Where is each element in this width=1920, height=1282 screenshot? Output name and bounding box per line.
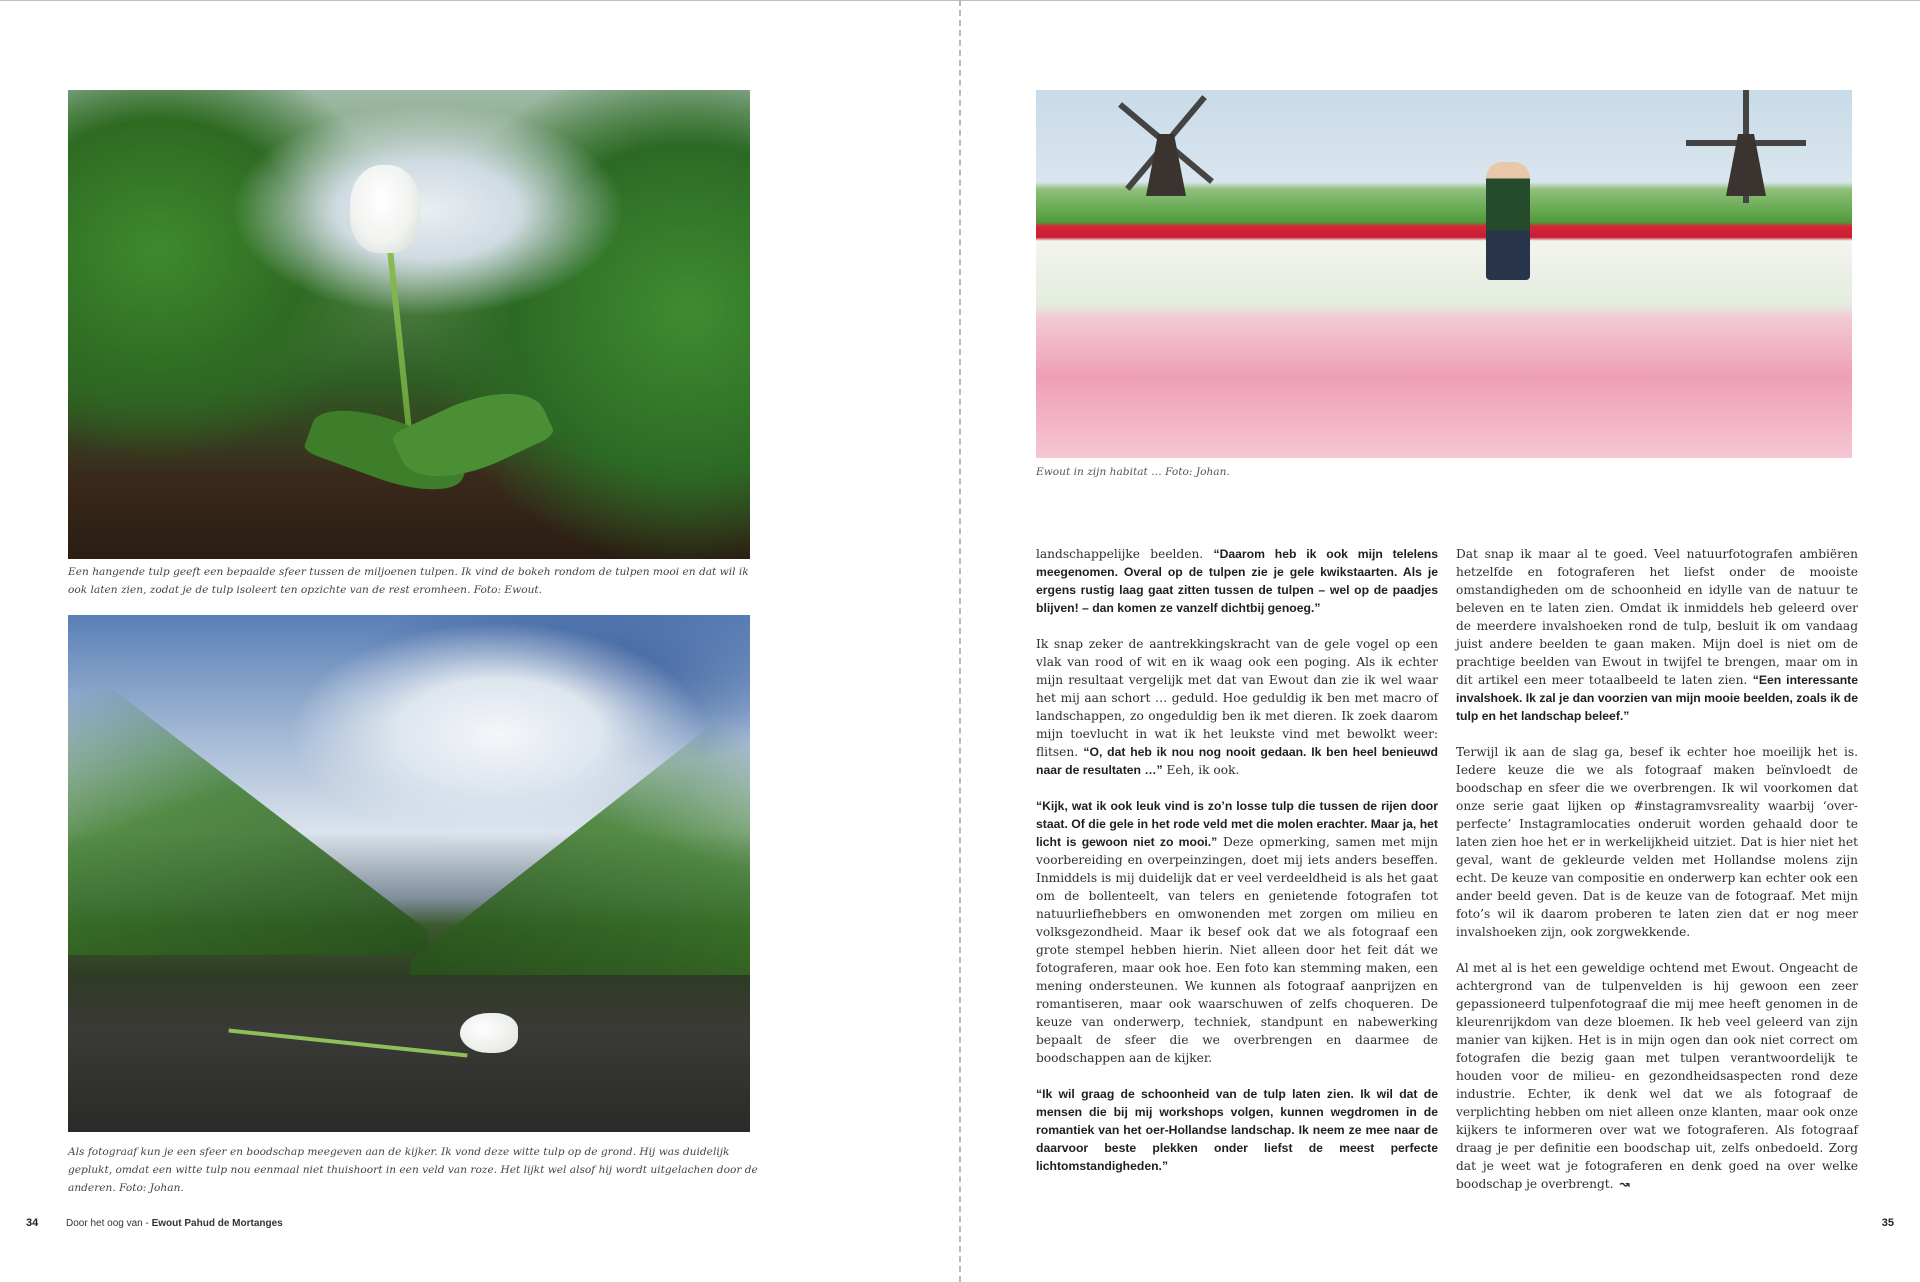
white-tulip-bloom [350, 165, 420, 253]
paragraph [1036, 1085, 1438, 1175]
article-column-2 [1456, 545, 1858, 1211]
paragraph [1036, 797, 1438, 1067]
running-footer [66, 1218, 283, 1229]
pull-quote: “Kijk, wat ik ook leuk vind is zo’n losse tulp die tussen de rijen door staat. Of die gele in het rode veld met die molen erachter. Maar ja, het licht is gewoon niet zo mooi.” [1036, 799, 1438, 849]
page-gutter [959, 0, 961, 1282]
body-text: Dat snap ik maar al te goed. Veel natuurfotografen ambiëren hetzelfde en fotograferen het liefst onder de mooiste omstandigheden om de schoonheid en idylle van de natuur te beleven en te laten zien. Omdat ik inmiddels heb geleerd over de meerdere invalshoeken rond de tulp, besluit ik om vandaag juist andere beelden te gaan maken. Mijn doel is niet om de prachtige beelden van Ewout in twijfel te brengen, maar om in dit artikel een meer totaalbeeld te laten zien. [1456, 547, 1858, 687]
fallen-white-tulip [460, 1013, 518, 1053]
body-text: Eeh, ik ook. [1162, 763, 1240, 777]
fallen-tulip-stem [228, 1028, 467, 1057]
tulip-row-right [410, 695, 750, 975]
article-column-1 [1036, 545, 1438, 1193]
footer-prefix: Door het oog van - [66, 1218, 152, 1229]
end-mark-icon: ↝ [1619, 1177, 1630, 1191]
photo1-caption: Een hangende tulp geeft een bepaalde sfeer tussen de miljoenen tulpen. Ik vind de bokeh rondom de tulpen mooi en dat wil ik ook laten zien, zodat je de tulp isoleert ten opzichte van de rest eromheen. Foto: Ewout. [68, 566, 749, 596]
photographer-figure [1486, 162, 1530, 280]
windmill-left [1146, 134, 1186, 196]
pull-quote: “Ik wil graag de schoonheid van de tulp laten zien. Ik wil dat de mensen die bij mij workshops volgen, kunnen wegdromen in de romantiek van het oer-Hollandse landschap. Ik neem ze mee naar de daarvoor beste plekken onder liefst de meest perfecte lichtomstandigheden.” [1036, 1087, 1438, 1173]
paragraph [1036, 635, 1438, 779]
body-text: Ik snap zeker de aantrekkingskracht van de gele vogel op een vlak van rood of wit en ik waag ook een poging. Als ik echter mijn resultaat vergelijk met dat van Ewout dan zie ik wel waar het mij aan schort … geduld. Hoe geduldig ik ben met macro of landschappen, zo ongeduldig ben ik met dieren. Ik zoek daarom mijn toevlucht in wat ik het leukste vind met bewolkt weer: flitsen. [1036, 637, 1438, 759]
paragraph [1456, 959, 1858, 1193]
photo2-caption: Ewout in zijn habitat … Foto: Johan. [1036, 466, 1230, 478]
tulip-row-left [68, 655, 428, 955]
page-number-right: 35 [1881, 1217, 1894, 1229]
body-text: Deze opmerking, samen met mijn voorbereiding en overpeinzingen, doet mij iets anders beseffen. Inmiddels is mij duidelijk dat er veel verdeeldheid is als het gaat om de bollenteelt, van telers en genietende fotografen tot natuurliefhebbers en omwonenden met zorgen om milieu en volksgezondheid. Maar ik besef ook dat we als fotograaf een grote stempel hebben hierin. Niet alleen door het feit dát we fotograferen, maar ook hoe. Een foto kan stemming maken, een mening ondersteunen. We kunnen als fotograaf aanprijzen en romantiseren, maar ook waarschuwen of zelfs choqueren. De keuze van onderwerp, techniek, standpunt en nabewerking bepaalt de sfeer die we overbrengen en daarmee de boodschappen aan de kijker. [1036, 835, 1438, 1065]
hanging-white-tulip-photo [68, 90, 750, 559]
footer-author: Ewout Pahud de Mortanges [151, 1218, 283, 1229]
photo3-caption: Als fotograaf kun je een sfeer en boodschap meegeven aan de kijker. Ik vond deze witte tulp op de grond. Hij was duidelijk geplukt, omdat een witte tulp nou eenmaal niet thuishoort in een veld van roze. Het lijkt wel alsof hij wordt uitgelachen door de anderen. Foto: Johan. [68, 1146, 758, 1194]
paragraph [1456, 545, 1858, 725]
pull-quote: “O, dat heb ik nou nog nooit gedaan. Ik ben heel benieuwd naar de resultaten …” [1036, 745, 1438, 777]
body-text: landschappelijke beelden. [1036, 547, 1214, 561]
paragraph: Terwijl ik aan de slag ga, besef ik echter hoe moeilijk het is. Iedere keuze die we als fotograaf maken beïnvloedt de boodschap en sfeer die we overbrengen. Ik wil voorkomen dat onze serie gaat lijken op #instagramvsreality waarbij ‘over-perfecte’ Instagramlocaties onderuit worden gehaald door te laten zien hoe het er in werkelijkheid uitziet. Dat is hier niet het geval, want de gekleurde velden met Hollandse molens zijn echt. De keuze van compositie en onderwerp kan echter ook een ander beeld geven. Dat is de keuze van de fotograaf. Met mijn foto’s wil ik daarom proberen te laten zien dat er nog meer invalshoeken zijn, ook zorgwekkende. [1456, 745, 1858, 939]
page-number-left: 34 [26, 1217, 39, 1229]
pull-quote: “Daarom heb ik ook mijn telelens meegenomen. Overal op de tulpen zie je gele kwikstaarten. Als je ergens rustig laag gaat zitten tussen de tulpen – wel op de paadjes blijven! – dan komen ze vanzelf dichtbij genoeg.” [1036, 547, 1438, 615]
pull-quote: “Een interessante invalshoek. Ik zal je dan voorzien van mijn mooie beelden, zoals ik de tulp en het landschap beleef.” [1456, 673, 1858, 723]
paragraph [1036, 545, 1438, 617]
body-text: Al met al is het een geweldige ochtend met Ewout. Ongeacht de achtergrond van de tulpenvelden is hij gewoon een zeer gepassioneerd tulpenfotograaf die mij mee heeft genomen in de kleurenrijkdom van deze bloemen. Ik heb veel geleerd van zijn manier van kijken. Het is in mijn ogen dan ook niet correct om fotografen die bezig gaan met tulpen verantwoordelijk te houden voor de milieu- en gezondheidsaspecten rond deze industrie. Echter, ik denk wel dat we als fotograaf de verplichting hebben om niet alleen onze klanten, maar ook onze kijkers te informeren over wat we fotograferen. Als fotograaf draag je per definitie een boodschap uit, zelfs onbedoeld. Zorg dat je weet wat je fotograferen en denk goed na over welke boodschap je overbrengt. [1456, 961, 1858, 1191]
windmills-tulip-field-photo [1036, 90, 1852, 458]
white-tulip-on-ground-photo [68, 615, 750, 1132]
